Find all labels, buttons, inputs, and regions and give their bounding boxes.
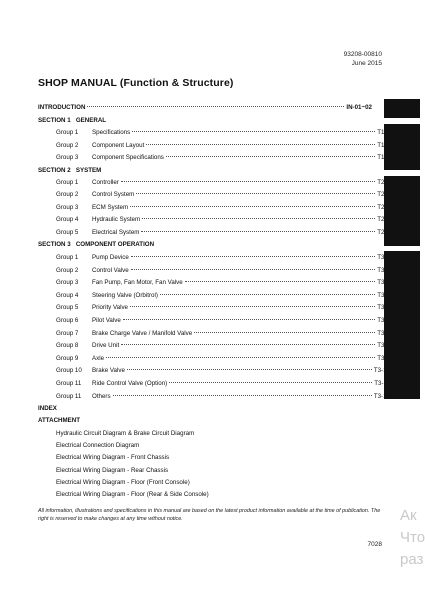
page-number: 7028 <box>367 541 382 548</box>
toc-entry-page: T3-3 <box>377 279 390 287</box>
toc-entry-group: Group 1 <box>56 254 79 261</box>
toc-entry-title: Electrical System <box>92 228 140 236</box>
toc-entry-title: Brake Valve <box>92 367 125 375</box>
toc-entry-page: T3-6 <box>377 317 390 324</box>
toc-entry-page: T3-8 <box>377 342 390 350</box>
dot-leader <box>127 369 372 370</box>
dot-leader <box>194 332 375 333</box>
attachment-item[interactable]: Hydraulic Circuit Diagram & Brake Circuit Diagram <box>56 430 195 437</box>
toc-entry-page: T3-7 <box>377 329 390 337</box>
toc-entry-page: T1-3 <box>377 154 390 162</box>
toc-section3-heading <box>38 240 372 249</box>
toc-entry-group: Group 2 <box>56 141 79 149</box>
toc-entry-page: T3-9 <box>377 354 390 362</box>
toc-entry-group: Group 3 <box>56 279 79 287</box>
toc-entry-group: Group 11 <box>56 392 82 400</box>
toc-entry[interactable] <box>38 266 390 275</box>
toc-entry-group: Group 9 <box>56 354 79 362</box>
toc-entry[interactable] <box>38 190 390 199</box>
toc-entry-page: T2-2 <box>377 191 390 199</box>
toc-entry[interactable] <box>38 329 390 338</box>
toc-entry-group: Group 6 <box>56 317 79 324</box>
attachment-heading-label: ATTACHMENT <box>38 417 81 424</box>
dot-leader <box>169 382 372 383</box>
toc-entry-group: Group 5 <box>56 304 79 312</box>
dot-leader <box>131 269 376 270</box>
toc-introduction-label: INTRODUCTION <box>38 104 86 111</box>
toc-entry[interactable] <box>38 316 390 325</box>
watermark-line-1: Ак <box>400 507 417 524</box>
section-heading-label: SECTION 2 SYSTEM <box>38 167 102 174</box>
toc-entry-page: T3-11 <box>374 380 390 387</box>
section-tab-introduction <box>384 99 420 118</box>
toc-entry[interactable] <box>38 379 390 388</box>
toc-entry-page: T3-1 <box>377 254 390 261</box>
toc-entry-group: Group 3 <box>56 154 79 162</box>
toc-section1-heading <box>38 116 372 125</box>
toc-entry-title: Axle <box>92 354 105 362</box>
toc-entry[interactable] <box>38 303 390 312</box>
toc-entry-group: Group 2 <box>56 191 79 199</box>
toc-entry-title: Hydraulic System <box>92 216 141 224</box>
toc-entry[interactable] <box>38 354 390 363</box>
section-heading-label: SECTION 3 COMPONENT OPERATION <box>38 241 155 248</box>
dot-leader <box>131 256 375 257</box>
attachment-item[interactable]: Electrical Wiring Diagram - Front Chassis <box>56 454 170 462</box>
toc-entry[interactable] <box>38 128 390 137</box>
toc-introduction-page: IN-01~02 <box>346 104 372 111</box>
toc-entry[interactable] <box>38 341 390 350</box>
page-title: SHOP MANUAL (Function & Structure) <box>38 77 234 89</box>
toc-entry-page: T3-2 <box>377 266 390 274</box>
dot-leader <box>142 218 375 219</box>
toc-entry-group: Group 1 <box>56 129 79 136</box>
toc-entry-title: ECM System <box>92 203 129 211</box>
toc-entry-group: Group 4 <box>56 216 79 224</box>
dot-leader <box>121 344 375 345</box>
toc-entry[interactable] <box>38 215 390 224</box>
dot-leader <box>166 156 375 157</box>
toc-entry[interactable] <box>38 228 390 237</box>
toc-entry-title: Controller <box>92 179 119 186</box>
dot-leader <box>141 231 375 232</box>
document-id: 93208-00810 <box>343 51 382 58</box>
dot-leader <box>123 319 375 320</box>
watermark-line-3: раз <box>400 551 424 568</box>
toc-entry-title: Steering Valve (Orbitrol) <box>92 291 158 299</box>
toc-entry-group: Group 1 <box>56 179 79 186</box>
toc-entry[interactable] <box>38 153 390 162</box>
toc-entry-title: Others <box>92 392 111 400</box>
toc-entry-group: Group 10 <box>56 367 82 375</box>
toc-entry-page: T2-4 <box>377 216 390 224</box>
dot-leader <box>106 357 375 358</box>
watermark-line-2: Что <box>400 529 425 546</box>
toc-section2-heading <box>38 166 372 175</box>
toc-entry-title: Brake Charge Valve / Manifold Valve <box>92 329 193 337</box>
toc-entry-page: T3-4 <box>377 291 390 299</box>
toc-entry-title: Control System <box>92 191 135 199</box>
dot-leader <box>136 193 375 194</box>
toc-index[interactable] <box>38 404 372 413</box>
toc-entry-group: Group 8 <box>56 342 79 350</box>
dot-leader <box>160 294 375 295</box>
dot-leader <box>113 395 372 396</box>
toc-entry-page: T3-5 <box>377 304 390 312</box>
document-date: June 2015 <box>351 60 382 67</box>
toc-entry-group: Group 11 <box>56 380 82 387</box>
disclaimer-footnote: All information, illustrations and specifications in this manual are based on the latest product information available at the time of publication. The right is reserved to make changes at any time without notice. <box>38 508 381 522</box>
toc-entry[interactable] <box>38 392 390 401</box>
dot-leader <box>121 181 375 182</box>
dot-leader <box>130 306 375 307</box>
toc-entry-page: T2-3 <box>377 203 390 211</box>
toc-introduction[interactable] <box>38 103 372 112</box>
dot-leader <box>185 281 376 282</box>
attachment-item[interactable]: Electrical Wiring Diagram - Floor (Rear & Side Console) <box>56 491 209 498</box>
toc-entry-title: Drive Unit <box>92 342 120 350</box>
toc-index-label: INDEX <box>38 405 57 412</box>
toc-entry-group: Group 3 <box>56 203 79 211</box>
toc-entry[interactable] <box>38 291 390 300</box>
section-heading-label: SECTION 1 GENERAL <box>38 117 107 124</box>
dot-leader <box>146 144 375 145</box>
toc-entry-title: Priority Valve <box>92 304 128 312</box>
toc-entry-page: T1-1 <box>377 129 390 136</box>
toc-entry-title: Fan Pump, Fan Motor, Fan Valve <box>92 279 183 287</box>
dot-leader <box>130 206 375 207</box>
toc-entry-page: T3-12 <box>373 392 390 400</box>
toc-entry-title: Ride Control Valve (Option) <box>92 380 168 387</box>
dot-leader <box>132 131 375 132</box>
toc-entry[interactable] <box>38 278 390 287</box>
toc-entry[interactable] <box>38 141 390 150</box>
toc-entry-group: Group 5 <box>56 228 79 236</box>
toc-entry-page: T2-1 <box>377 179 390 186</box>
toc-entry-page: T1-2 <box>377 141 390 149</box>
toc-entry-page: T2-5 <box>377 228 390 236</box>
document-id-block <box>344 50 382 68</box>
toc-attachment-heading <box>38 416 372 425</box>
toc-entry[interactable] <box>38 203 390 212</box>
toc-entry[interactable] <box>38 366 390 375</box>
toc-entry-title: Component Layout <box>92 141 145 149</box>
attachment-item[interactable]: Electrical Wiring Diagram - Rear Chassis <box>56 466 169 474</box>
toc-entry[interactable] <box>38 178 390 187</box>
attachment-item[interactable]: Electrical Connection Diagram <box>56 442 140 450</box>
toc-entry-title: Component Specifications <box>92 154 164 162</box>
toc-entry-group: Group 2 <box>56 266 79 274</box>
toc-entry-title: Pilot Valve <box>92 317 121 324</box>
toc-entry-group: Group 7 <box>56 329 79 337</box>
attachment-item[interactable]: Electrical Wiring Diagram - Floor (Front Console) <box>56 478 190 486</box>
toc-entry-title: Control Valve <box>92 266 129 274</box>
toc-entry[interactable] <box>38 253 390 262</box>
toc-entry-group: Group 4 <box>56 291 79 299</box>
toc-entry-page: T3-10 <box>373 367 390 375</box>
dot-leader <box>87 106 344 107</box>
toc-entry-title: Specifications <box>92 129 131 136</box>
toc-entry-title: Pump Device <box>92 254 129 261</box>
